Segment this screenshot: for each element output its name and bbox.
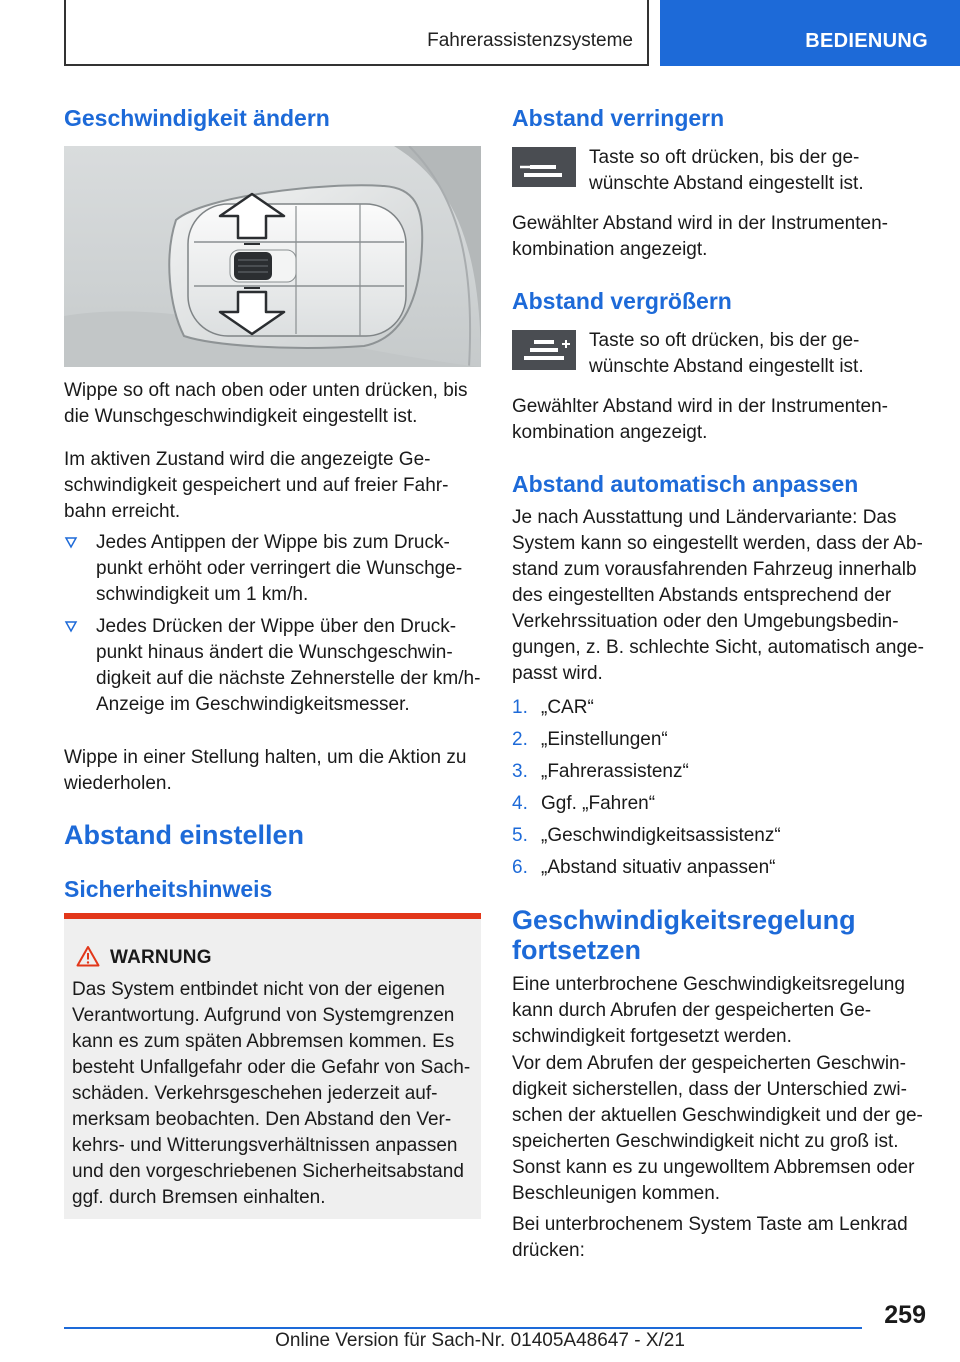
decrease-text: Taste so oft drücken, bis der gewünschte Abstand eingestellt ist. <box>589 147 864 194</box>
footer-divider <box>64 1327 862 1329</box>
resume-paragraph-1: Eine unterbrochene Geschwindigkeitsregelung kann durch Abrufen der gespeicherten Geschwindigkeit fortgesetzt werden. <box>512 974 905 1047</box>
increase-info: Gewählter Abstand wird in der Instrumentenkombination angezeigt. <box>512 396 888 443</box>
warning-triangle-icon <box>76 945 100 967</box>
triangle-bullet-icon <box>64 614 78 640</box>
auto-heading: Abstand automatisch anpassen <box>512 471 859 497</box>
distance-increase-icon <box>512 330 576 370</box>
increase-heading: Abstand vergrößern <box>512 288 732 314</box>
decrease-heading: Abstand verringern <box>512 105 725 131</box>
steering-wheel-illustration <box>64 146 481 367</box>
footer-online-version: Online Version für Sach-Nr. 01405A48647 - X/21 <box>275 1330 685 1351</box>
warning-box <box>64 913 481 1219</box>
resume-heading: Geschwindigkeitsregelung fortsetzen <box>512 905 856 965</box>
speed-paragraph-1: Wippe so oft nach oben oder unten drücken, bis die Wunschgeschwindigkeit eingestellt ist. <box>64 380 468 427</box>
speed-paragraph-3: Wippe in einer Stellung halten, um die Aktion zu wiederholen. <box>64 747 467 794</box>
triangle-bullet-icon <box>64 530 78 556</box>
resume-paragraph-2: Vor dem Abrufen der gespeicherten Geschwindigkeit sicherstellen, dass der Unterschied zwischen der aktuellen Geschwindigkeit und der gespeicherten Geschwindigkeit nicht zu groß ist. Sonst kann es zu ungewolltem Abbremsen oder Beschleunigen kommen. <box>512 1053 923 1204</box>
list-item: 4. Ggf. „Fahren“ <box>512 793 656 814</box>
bullet-text: Jedes Antippen der Wippe bis zum Druckpunkt erhöht oder verringert die Wunschgeschwindigkeit um 1 km/h. <box>96 532 463 605</box>
warning-body: Das System entbindet nicht von der eigenen Verantwortung. Aufgrund von Systemgrenzen kann es zum späten Abbremsen kommen. Es besteht Unfallgefahr oder die Gefahr von Sachschäden. Verkehrsgeschehen jederzeit aufmerksam beobachten. Den Abstand den Verkehrs- und Witterungsverhältnissen anpassen und den vorgeschriebenen Sicherheitsabstand ggf. durch Bremsen einhalten. <box>72 979 471 1208</box>
speed-paragraph-2: Im aktiven Zustand wird die angezeigte Geschwindigkeit gespeichert und auf freier Fahrbahn erreicht. <box>64 449 449 522</box>
increase-text: Taste so oft drücken, bis der gewünschte Abstand eingestellt ist. <box>589 330 864 377</box>
steering-wheel-image <box>64 146 481 367</box>
distance-decrease-icon <box>512 147 576 187</box>
header-section-title: Fahrerassistenzsysteme <box>427 30 633 51</box>
chapter-tab-label: BEDIENUNG <box>805 30 928 52</box>
list-item: 2. „Einstellungen“ <box>512 729 668 750</box>
safety-heading: Sicherheitshinweis <box>64 876 273 902</box>
chapter-tab[interactable] <box>660 0 960 66</box>
abstand-heading: Abstand einstellen <box>64 820 305 850</box>
list-item: 3. „Fahrerassistenz“ <box>512 761 689 782</box>
decrease-info: Gewählter Abstand wird in der Instrumentenkombination angezeigt. <box>512 213 888 260</box>
page-number: 259 <box>884 1301 926 1329</box>
speed-heading: Geschwindigkeit ändern <box>64 105 330 131</box>
list-item: 1. „CAR“ <box>512 697 594 718</box>
bullet-text: Jedes Drücken der Wippe über den Druckpunkt hinaus ändert die Wunschgeschwindigkeit auf die nächste Zehnerstelle der km/h-Anzeige im Geschwindigkeitsmesser. <box>96 616 481 715</box>
warning-title: WARNUNG <box>110 947 212 968</box>
list-item: 5. „Geschwindigkeitsassistenz“ <box>512 825 781 846</box>
resume-paragraph-3: Bei unterbrochenem System Taste am Lenkrad drücken: <box>512 1214 908 1261</box>
list-item <box>64 530 481 608</box>
list-item: 6. „Abstand situativ anpassen“ <box>512 857 776 878</box>
list-item <box>64 614 481 718</box>
header-section-box <box>64 0 649 66</box>
auto-text: Je nach Ausstattung und Ländervariante: Das System kann so eingestellt werden, dass der Abstand zum vorausfahrenden Fahrzeug innerhalb des eingestellten Abstands entsprechend der Verkehrssituation oder den Umgebungsbedingungen, z. B. schlechte Sicht, automatisch angepasst wird. <box>512 507 924 684</box>
